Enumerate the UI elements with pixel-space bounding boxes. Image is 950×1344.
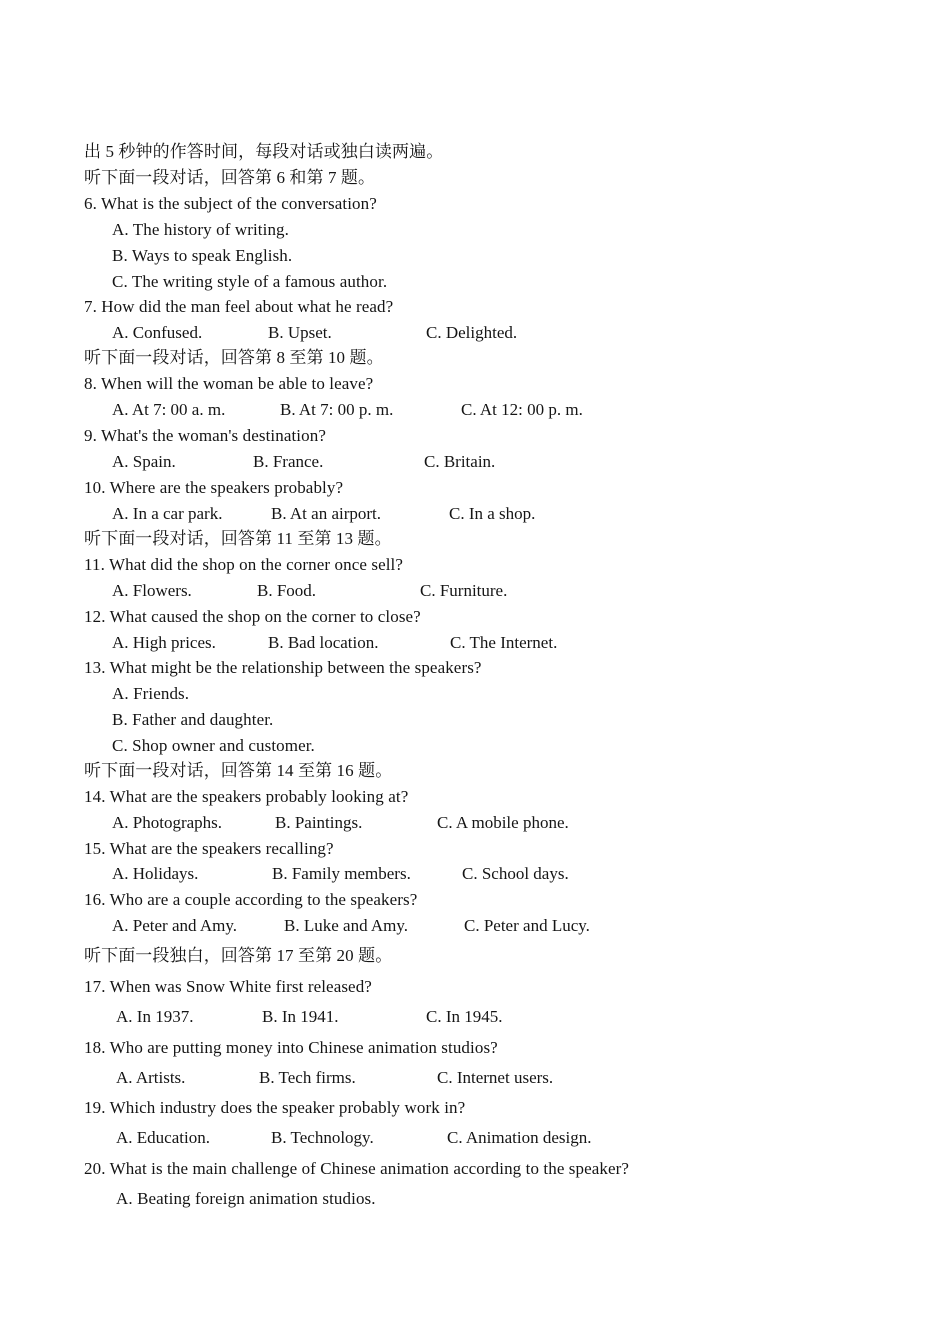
question-15: 15. What are the speakers recalling?: [84, 839, 334, 858]
option-11c: C. Furniture.: [420, 581, 508, 600]
option-11a: A. Flowers.: [112, 581, 192, 600]
option-10c: C. In a shop.: [449, 504, 536, 523]
option-15b: B. Family members.: [272, 864, 411, 883]
option-7b: B. Upset.: [268, 323, 332, 342]
option-16b: B. Luke and Amy.: [284, 916, 409, 935]
option-16a: A. Peter and Amy.: [112, 916, 237, 935]
instruction-text: 出 5 秒钟的作答时间，每段对话或独白读两遍。: [84, 142, 444, 161]
section-heading: 听下面一段对话，回答第 14 至第 16 题。: [84, 761, 393, 780]
option-6b: B. Ways to speak English.: [112, 246, 293, 265]
option-14c: C. A mobile phone.: [437, 813, 569, 832]
question-16: 16. Who are a couple according to the speakers?: [84, 890, 418, 909]
option-15a: A. Holidays.: [112, 864, 199, 883]
option-13a: A. Friends.: [112, 684, 190, 703]
option-16c: C. Peter and Lucy.: [464, 916, 590, 935]
option-13b: B. Father and daughter.: [112, 710, 274, 729]
question-8: 8. When will the woman be able to leave?: [84, 374, 374, 393]
option-8b: B. At 7: 00 p. m.: [280, 400, 394, 419]
option-13c: C. Shop owner and customer.: [112, 736, 315, 755]
option-10b: B. At an airport.: [271, 504, 382, 523]
option-12a: A. High prices.: [112, 633, 216, 652]
question-20: 20. What is the main challenge of Chinese animation according to the speaker?: [84, 1159, 630, 1178]
option-8a: A. At 7: 00 a. m.: [112, 400, 226, 419]
option-10a: A. In a car park.: [112, 504, 223, 523]
section-heading: 听下面一段独白，回答第 17 至第 20 题。: [84, 946, 393, 965]
section-heading: 听下面一段对话，回答第 11 至第 13 题。: [84, 529, 392, 548]
option-8c: C. At 12: 00 p. m.: [461, 400, 583, 419]
question-13: 13. What might be the relationship between the speakers?: [84, 658, 482, 677]
option-19c: C. Animation design.: [447, 1128, 592, 1147]
option-9c: C. Britain.: [424, 452, 496, 471]
question-9: 9. What's the woman's destination?: [84, 426, 326, 445]
question-17: 17. When was Snow White first released?: [84, 977, 372, 996]
option-6c: C. The writing style of a famous author.: [112, 272, 388, 291]
option-9a: A. Spain.: [112, 452, 176, 471]
option-17b: B. In 1941.: [262, 1007, 339, 1026]
question-10: 10. Where are the speakers probably?: [84, 478, 344, 497]
option-12c: C. The Internet.: [450, 633, 558, 652]
option-18c: C. Internet users.: [437, 1068, 554, 1087]
option-17a: A. In 1937.: [116, 1007, 194, 1026]
question-11: 11. What did the shop on the corner once sell?: [84, 555, 404, 574]
section-heading: 听下面一段对话，回答第 6 和第 7 题。: [84, 168, 376, 187]
option-12b: B. Bad location.: [268, 633, 379, 652]
option-6a: A. The history of writing.: [112, 220, 289, 239]
question-19: 19. Which industry does the speaker probably work in?: [84, 1098, 466, 1117]
option-19b: B. Technology.: [271, 1128, 374, 1147]
option-7a: A. Confused.: [112, 323, 203, 342]
question-6: 6. What is the subject of the conversation?: [84, 194, 377, 213]
option-9b: B. France.: [253, 452, 324, 471]
option-7c: C. Delighted.: [426, 323, 518, 342]
section-heading: 听下面一段对话，回答第 8 至第 10 题。: [84, 348, 384, 367]
option-19a: A. Education.: [116, 1128, 210, 1147]
option-18b: B. Tech firms.: [259, 1068, 356, 1087]
option-20a: A. Beating foreign animation studios.: [116, 1189, 376, 1208]
option-15c: C. School days.: [462, 864, 569, 883]
question-14: 14. What are the speakers probably looking at?: [84, 787, 409, 806]
option-18a: A. Artists.: [116, 1068, 186, 1087]
option-11b: B. Food.: [257, 581, 317, 600]
question-18: 18. Who are putting money into Chinese animation studios?: [84, 1038, 498, 1057]
option-17c: C. In 1945.: [426, 1007, 503, 1026]
question-7: 7. How did the man feel about what he read?: [84, 297, 394, 316]
question-12: 12. What caused the shop on the corner to close?: [84, 607, 421, 626]
option-14a: A. Photographs.: [112, 813, 223, 832]
option-14b: B. Paintings.: [275, 813, 363, 832]
